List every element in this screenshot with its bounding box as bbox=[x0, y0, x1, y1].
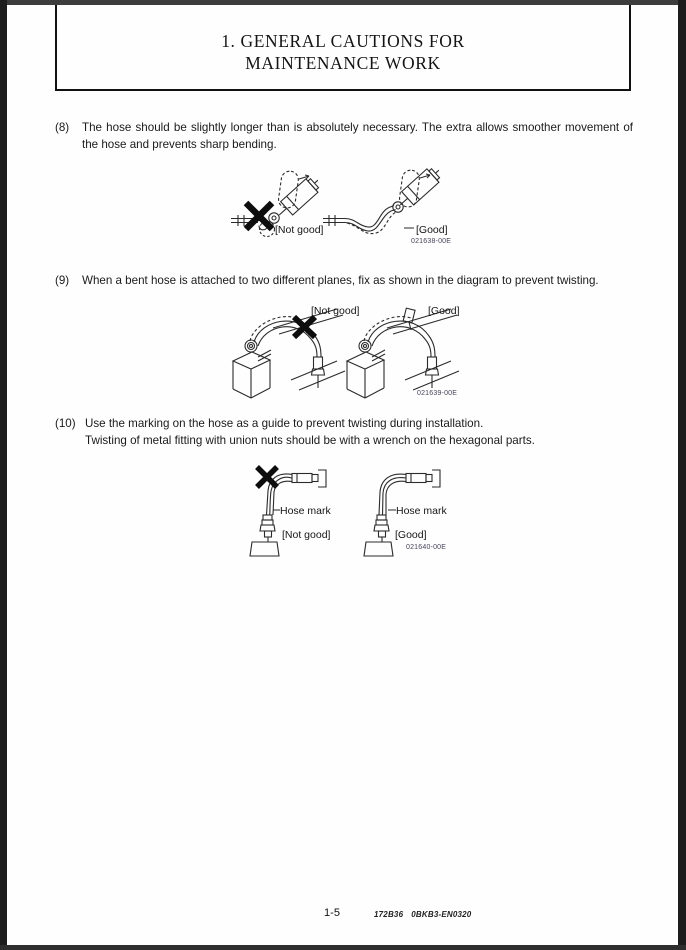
good-label: [Good] bbox=[416, 224, 448, 236]
chapter-title-line1: 1. GENERAL CAUTIONS FOR bbox=[221, 31, 465, 51]
figure-code: 021638-00E bbox=[411, 238, 452, 245]
item-text: The hose should be slightly longer than is absolutely necessary. The extra allows smoother movement of the hose and prevents sharp bending. bbox=[82, 121, 633, 151]
list-item-10 bbox=[55, 415, 633, 449]
item-number: (8) bbox=[55, 121, 70, 134]
item-number: (10) bbox=[55, 417, 76, 430]
list-item-9 bbox=[55, 272, 633, 289]
item-text-line1: Use the marking on the hose as a guide to prevent twisting during installation. bbox=[85, 417, 484, 430]
chapter-title-box bbox=[55, 5, 631, 91]
figure-code: 021640-00E bbox=[406, 544, 447, 551]
item-number: (9) bbox=[55, 274, 70, 287]
figure-hose-two-planes bbox=[225, 300, 467, 404]
scan-edge-right bbox=[678, 0, 686, 950]
item-text-line2: Twisting of metal fitting with union nuts should be with a wrench on the hexagonal parts. bbox=[85, 434, 535, 447]
document-reference-part2: 0BKB3-EN0320 bbox=[411, 910, 472, 919]
figure-hose-bending bbox=[228, 166, 468, 258]
good-label: [Good] bbox=[428, 305, 460, 317]
item-text: When a bent hose is attached to two different planes, fix as shown in the diagram to prevent twisting. bbox=[82, 274, 599, 287]
hose-mark-label-left: Hose mark bbox=[280, 505, 331, 517]
scan-edge-left bbox=[0, 0, 7, 950]
not-good-label: [Not good] bbox=[311, 305, 360, 317]
not-good-label: [Not good] bbox=[282, 529, 331, 541]
page-number: 1-5 bbox=[324, 907, 340, 919]
right-line-art bbox=[347, 308, 459, 398]
hose-mark-label-right: Hose mark bbox=[396, 505, 447, 517]
chapter-title-line2: MAINTENANCE WORK bbox=[245, 53, 441, 73]
good-label: [Good] bbox=[395, 529, 427, 541]
item-text bbox=[85, 415, 630, 449]
not-good-label: [Not good] bbox=[275, 224, 324, 236]
cross-mark-icon bbox=[246, 203, 272, 229]
left-line-art bbox=[233, 309, 345, 398]
document-reference-part1: 172B36 bbox=[374, 910, 404, 919]
cross-mark-icon bbox=[294, 317, 315, 337]
list-item-8 bbox=[55, 119, 633, 153]
cross-mark-icon bbox=[257, 467, 277, 487]
scan-edge-bottom bbox=[0, 945, 686, 950]
document-reference bbox=[374, 910, 471, 919]
figure-code: 021639-00E bbox=[417, 390, 458, 397]
figure-hose-mark bbox=[240, 458, 465, 566]
line-art bbox=[231, 166, 445, 237]
